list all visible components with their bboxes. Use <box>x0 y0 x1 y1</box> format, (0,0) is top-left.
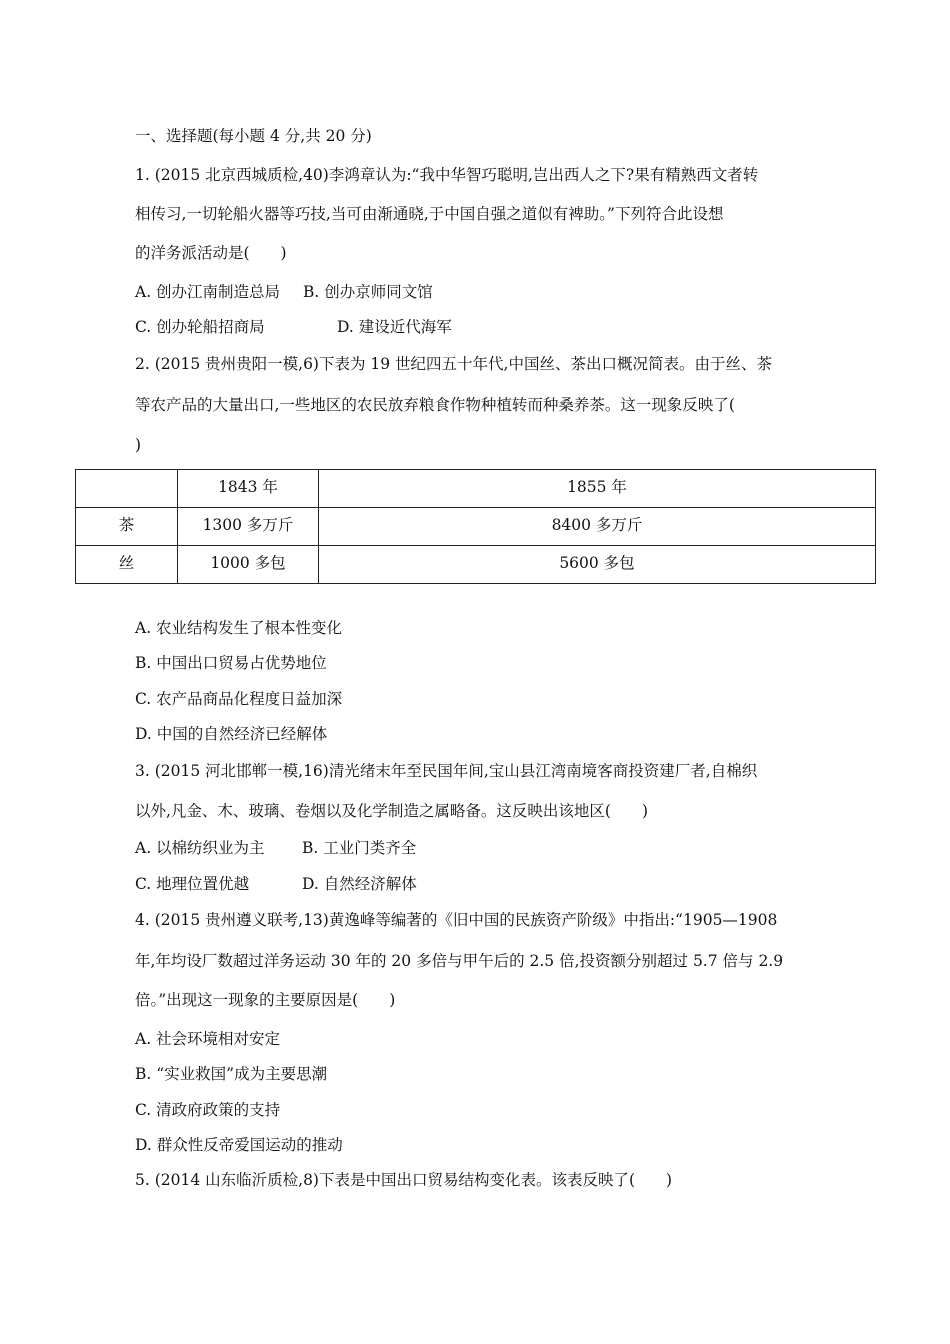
question-3-option-b: B. 工业门类齐全 <box>302 839 417 857</box>
question-1-line: 的洋务派活动是( ) <box>135 244 287 262</box>
question-3-option-a: A. 以棉纺织业为主 <box>135 839 265 857</box>
question-1-option-d: D. 建设近代海军 <box>337 318 452 336</box>
question-2-line: ) <box>135 436 142 454</box>
table-cell: 1300 多万斤 <box>178 508 319 546</box>
question-2-line: 等农产品的大量出口,一些地区的农民放弃粮食作物种植转而种桑养茶。这一现象反映了( <box>135 396 735 414</box>
question-4-option-d: D. 群众性反帝爱国运动的推动 <box>135 1136 343 1154</box>
question-2-option-c: C. 农产品商品化程度日益加深 <box>135 690 343 708</box>
question-3-line: 3. (2015 河北邯郸一模,16)清光绪末年至民国年间,宝山县江湾南境客商投资建厂者,自棉织 <box>135 762 758 780</box>
question-4-option-c: C. 清政府政策的支持 <box>135 1101 281 1119</box>
question-2-option-a: A. 农业结构发生了根本性变化 <box>135 619 343 637</box>
export-table <box>75 469 876 584</box>
question-3-option-d: D. 自然经济解体 <box>302 875 417 893</box>
question-4-line: 4. (2015 贵州遵义联考,13)黄逸峰等编著的《旧中国的民族资产阶级》中指出:“1905—1908 <box>135 911 778 929</box>
question-4-line: 年,年均设厂数超过洋务运动 30 年的 20 多倍与甲午后的 2.5 倍,投资额分别超过 5.7 倍与 2.9 <box>135 952 784 970</box>
table-cell: 1000 多包 <box>178 546 319 584</box>
question-3-option-c: C. 地理位置优越 <box>135 875 250 893</box>
table-row <box>76 508 876 546</box>
table-cell <box>76 470 178 508</box>
question-1-option-b: B. 创办京师同文馆 <box>303 283 433 301</box>
question-1-line: 1. (2015 北京西城质检,40)李鸿章认为:“我中华智巧聪明,岂出西人之下?果有精熟西文者转 <box>135 166 759 184</box>
question-3-line: 以外,凡金、木、玻璃、卷烟以及化学制造之属略备。这反映出该地区( ) <box>135 802 649 820</box>
question-2-line: 2. (2015 贵州贵阳一模,6)下表为 19 世纪四五十年代,中国丝、茶出口概况简表。由于丝、茶 <box>135 355 772 373</box>
question-4-option-b: B. “实业救国”成为主要思潮 <box>135 1065 328 1083</box>
table-cell: 茶 <box>76 508 178 546</box>
table-cell: 1855 年 <box>319 470 876 508</box>
table-cell: 1843 年 <box>178 470 319 508</box>
question-4-option-a: A. 社会环境相对安定 <box>135 1030 281 1048</box>
table-cell: 5600 多包 <box>319 546 876 584</box>
question-2-option-b: B. 中国出口贸易占优势地位 <box>135 654 327 672</box>
question-1-option-a: A. 创办江南制造总局 <box>135 283 281 301</box>
table-header-row <box>76 470 876 508</box>
table-cell: 丝 <box>76 546 178 584</box>
table-cell: 8400 多万斤 <box>319 508 876 546</box>
question-1-line: 相传习,一切轮船火器等巧技,当可由渐通晓,于中国自强之道似有裨助。”下列符合此设想 <box>135 205 724 223</box>
question-4-line: 倍。”出现这一现象的主要原因是( ) <box>135 991 396 1009</box>
question-5-line: 5. (2014 山东临沂质检,8)下表是中国出口贸易结构变化表。该表反映了( ) <box>135 1171 673 1189</box>
question-1-option-c: C. 创办轮船招商局 <box>135 318 265 336</box>
question-2-option-d: D. 中国的自然经济已经解体 <box>135 725 328 743</box>
section-title: 一、选择题(每小题 4 分,共 20 分) <box>135 127 372 145</box>
table-row <box>76 546 876 584</box>
